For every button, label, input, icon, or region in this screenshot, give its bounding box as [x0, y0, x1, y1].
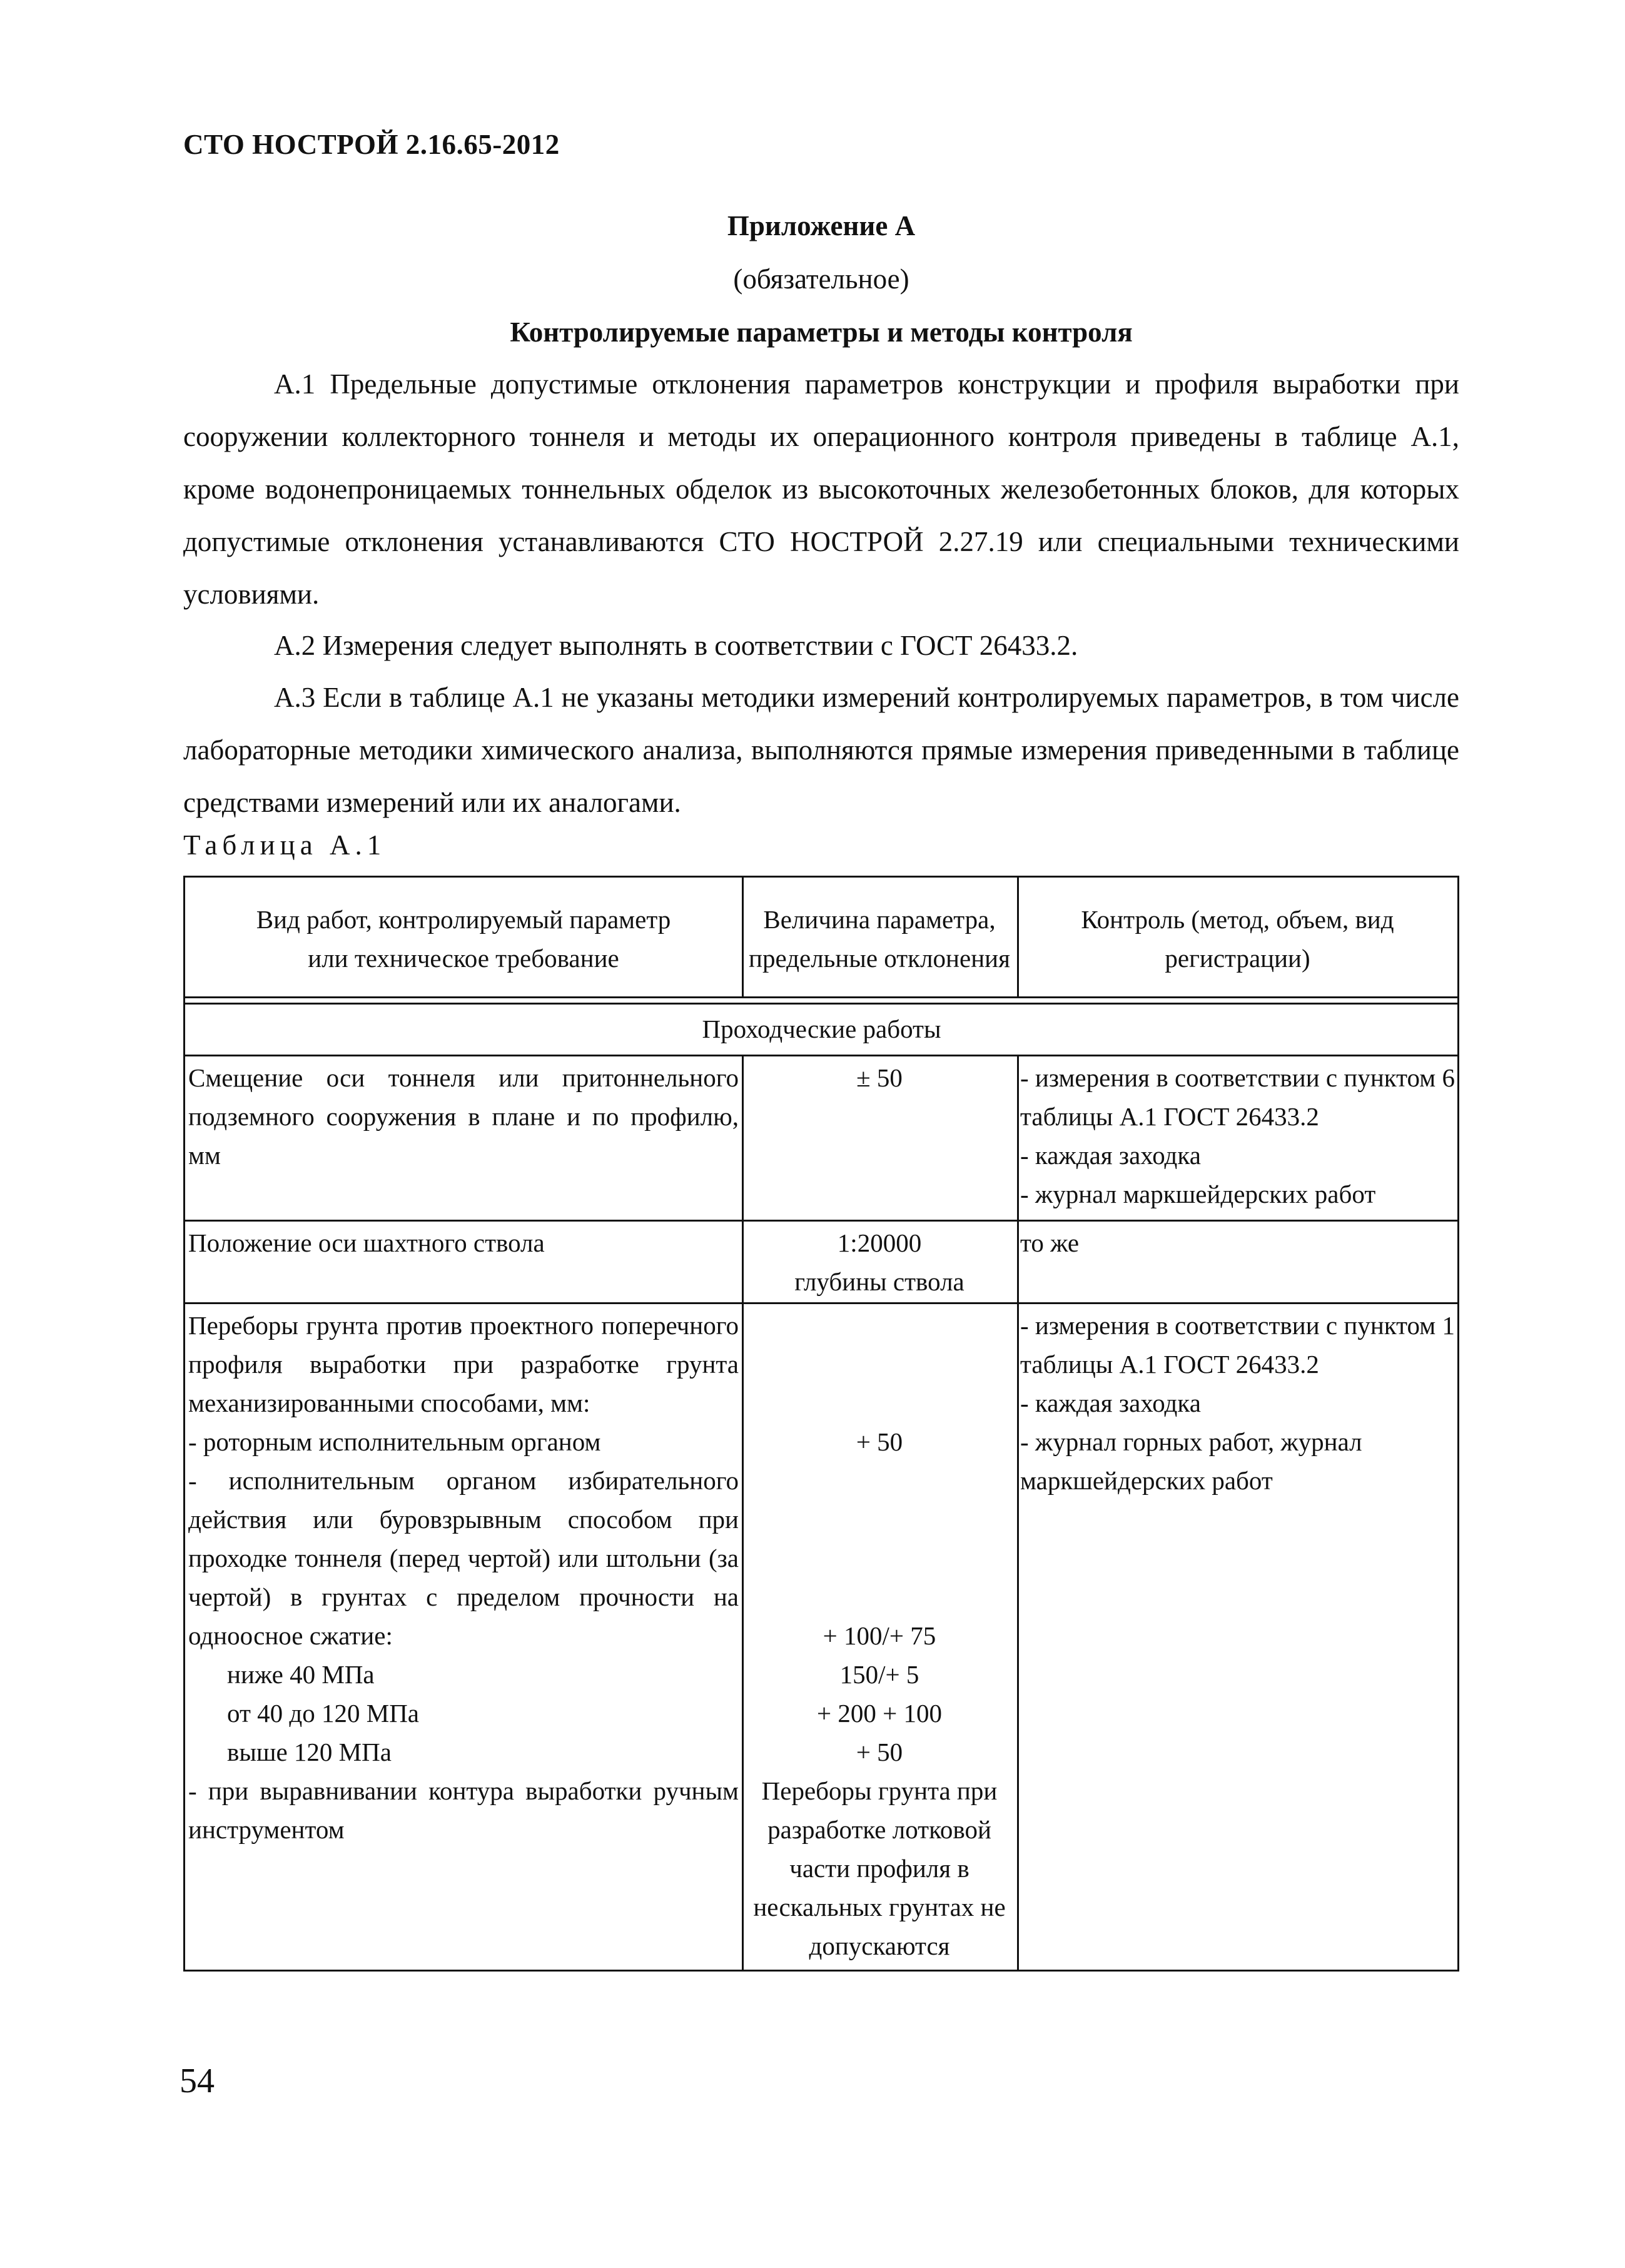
- table-row1-bottom: [183, 1220, 1459, 1222]
- table-header-bottom-double: [183, 1003, 1459, 1005]
- table-section-label: Проходческие работы: [702, 1015, 941, 1043]
- row3-param: [188, 1306, 739, 1968]
- row3-value-above120: + 200 + 100: [817, 1699, 942, 1728]
- paragraph-a2: А.2 Измерения следует выполнять в соответствии с ГОСТ 26433.2.: [274, 630, 1078, 661]
- paragraph-a1: А.1 Предельные допустимые отклонения параметров конструкции и профиля выработки при сооружении коллекторного тоннеля и методы их операционного контроля приведены в таблице А.1, кроме водонепроницаемых тоннельных обделок из высокоточных железобетонных блоков, для которых допустимые отклонения устанавливаются СТО НОСТРОЙ 2.27.19 или специальными техническими условиями.: [183, 368, 1459, 610]
- row3-param-above120: выше 120 МПа: [227, 1738, 392, 1766]
- row3-value-40to120: 150/+ 5: [839, 1660, 919, 1689]
- row1-control-line: - каждая заходка: [1020, 1141, 1201, 1170]
- row3-value-manual: + 50: [856, 1738, 903, 1766]
- row2-param: Положение оси шахтного ствола: [188, 1228, 545, 1257]
- table-border-bottom: [183, 1970, 1459, 1972]
- row3-value-below40: + 100/+ 75: [823, 1621, 936, 1650]
- row3-control-line: - каждая заходка: [1020, 1389, 1201, 1417]
- row3-control: [1020, 1306, 1455, 1968]
- row3-control-line: - журнал горных работ, журнал маркшейдерских работ: [1020, 1427, 1362, 1495]
- row2-value-line: глубины ствола: [794, 1267, 964, 1296]
- row2-control: то же: [1020, 1228, 1080, 1257]
- appendix-title: Приложение А: [727, 210, 916, 241]
- row2-value-line: 1:20000: [837, 1228, 922, 1257]
- row1-control-line: - измерения в соответствии с пунктом 6 таблицы А.1 ГОСТ 26433.2: [1020, 1063, 1455, 1131]
- table-row2-bottom: [183, 1302, 1459, 1304]
- section-title: Контролируемые параметры и методы контроля: [510, 316, 1133, 348]
- row3-control-line: - измерения в соответствии с пунктом 1 таблицы А.1 ГОСТ 26433.2: [1020, 1311, 1455, 1379]
- row3-param-below40: ниже 40 МПа: [227, 1660, 375, 1689]
- table-divider-2-header: [1017, 876, 1019, 998]
- row3-param-selective: - исполнительным органом избирательного действия или буровзрывным способом при проходке тоннеля (перед чертой) или штольни (за чертой) в грунтах с пределом прочности на одноосное сжатие:: [188, 1466, 739, 1650]
- paragraph-a3: А.3 Если в таблице А.1 не указаны методики измерений контролируемых параметров, в том числе лабораторные методики химического анализа, выполняются прямые измерения приведенными в таблице средствами измерений или их аналогами.: [183, 682, 1459, 818]
- row3-param-40to120: от 40 до 120 МПа: [227, 1699, 419, 1728]
- table-caption: Таблица А.1: [183, 829, 387, 861]
- row1-param: Смещение оси тоннеля или притоннельного подземного сооружения в плане и по профилю, мм: [188, 1063, 739, 1170]
- row1-control: [1020, 1058, 1455, 1218]
- table-border-top: [183, 876, 1459, 878]
- row3-value: [745, 1306, 1014, 1968]
- table-divider-1-header: [742, 876, 744, 998]
- appendix-type: (обязательное): [733, 263, 909, 295]
- row3-param-manual: - при выравнивании контура выработки ручным инструментом: [188, 1776, 739, 1844]
- table-section-bottom: [183, 1055, 1459, 1056]
- row3-value-note: Переборы грунта при разработке лотковой части профиля в нескальных грунтах не допускаются: [753, 1776, 1006, 1960]
- row2-value: [745, 1223, 1014, 1301]
- page-number: 54: [180, 2062, 215, 2100]
- table-header-bottom: [183, 996, 1459, 998]
- table-header-control: Контроль (метод, объем, вид регистрации): [1081, 904, 1394, 973]
- row1-value: ± 50: [856, 1063, 903, 1092]
- row1-control-line: - журнал маркшейдерских работ: [1020, 1180, 1376, 1208]
- row3-param-intro: Переборы грунта против проектного поперечного профиля выработки при разработке грунта механизированными способами, мм:: [188, 1311, 739, 1417]
- table-border-left: [183, 876, 185, 1972]
- parameters-table: [183, 876, 1459, 1972]
- standard-code: СТО НОСТРОЙ 2.16.65-2012: [183, 129, 560, 160]
- table-border-right: [1457, 876, 1459, 1972]
- table-divider-1-body: [742, 1055, 744, 1972]
- row3-value-rotor: + 50: [856, 1427, 903, 1456]
- row3-param-rotor: - роторным исполнительным органом: [188, 1427, 601, 1456]
- table-header-param: Вид работ, контролируемый параметр или техническое требование: [256, 904, 671, 973]
- table-header-value: Величина параметра, предельные отклонения: [749, 904, 1010, 973]
- table-divider-2-body: [1017, 1055, 1019, 1972]
